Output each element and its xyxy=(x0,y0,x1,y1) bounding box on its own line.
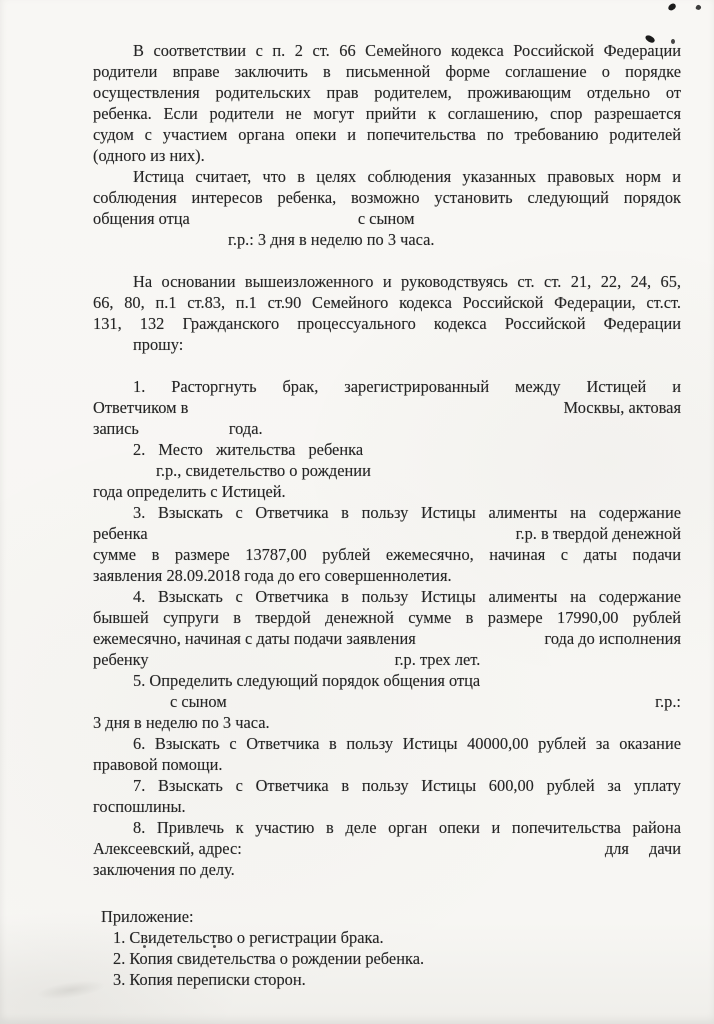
text-line: заявления 28.09.2018 года до его совершеннолетия. xyxy=(93,566,452,585)
text-line-redacted: г.р., свидетельство о рождении xyxy=(156,461,371,480)
text-fragment: общения отца xyxy=(93,209,190,228)
text-line: судом с участием органа опеки и попечительства по требованию родителей xyxy=(93,125,681,144)
request-item-8 xyxy=(93,817,681,880)
text-line: 5. Определить следующий порядок общения отца xyxy=(133,671,481,690)
text-fragment: запись xyxy=(93,419,139,438)
text-line-redacted xyxy=(93,649,681,670)
request-item-2 xyxy=(93,439,681,502)
ink-mark xyxy=(667,3,677,12)
appendix-item: 2. Копия свидетельства о рождении ребенка. xyxy=(113,949,425,968)
text-fragment: для дачи xyxy=(604,839,681,858)
text-line: осуществления родительских прав родителем, проживающим отдельно от xyxy=(93,83,681,102)
text-line-redacted xyxy=(93,418,681,439)
request-item-5 xyxy=(93,670,681,733)
text-line-redacted xyxy=(93,523,681,544)
appendix-section xyxy=(93,906,681,990)
request-item-3 xyxy=(93,502,681,586)
text-fragment: г.р. в твердой денежной xyxy=(515,524,681,543)
text-fragment: года до исполнения xyxy=(544,629,681,648)
text-line-redacted xyxy=(93,397,681,418)
text-line: родители вправе заключить в письменной форме соглашение о порядке xyxy=(93,62,681,81)
paragraph-grounds xyxy=(93,271,681,355)
text-line: 4. Взыскать с Ответчика в пользу Истицы алименты на содержание xyxy=(133,587,681,606)
document-body xyxy=(93,40,681,990)
paragraph-visitation-proposal xyxy=(93,166,681,250)
text-fragment: ребенку xyxy=(93,650,149,669)
text-fragment: года. xyxy=(228,419,263,438)
text-line: ребенка. Если родители не могут прийти к соглашению, спор разрешается xyxy=(93,104,681,123)
text-line: (одного из них). xyxy=(93,146,205,165)
text-line: соблюдения интересов ребенка, возможно установить следующий порядок xyxy=(93,188,681,207)
text-line: На основании вышеизложенного и руководствуясь ст. ст. 21, 22, 24, 65, xyxy=(133,272,681,291)
ink-mark xyxy=(695,4,702,11)
text-fragment: г.р. трех лет. xyxy=(394,650,481,669)
text-line: 66, 80, п.1 ст.83, п.1 ст.90 Семейного кодекса Российской Федерации, ст.ст. xyxy=(93,293,681,312)
text-line: 8. Привлечь к участию в деле орган опеки и попечительства района xyxy=(133,818,681,837)
appendix-item: 3. Копия переписки сторон. xyxy=(113,970,306,989)
text-line: сумме в размере 13787,00 рублей ежемесячно, начиная с даты подачи xyxy=(93,545,681,564)
text-line: прошу: xyxy=(133,335,184,354)
text-line: заключения по делу. xyxy=(93,860,235,879)
text-line: 1. Расторгнуть брак, зарегистрированный между Истицей и xyxy=(133,377,681,396)
appendix-title: Приложение: xyxy=(101,907,194,926)
text-line-redacted xyxy=(93,628,681,649)
text-line: 3. Взыскать с Ответчика в пользу Истицы алименты на содержание xyxy=(133,503,681,522)
text-line-redacted xyxy=(93,208,681,229)
text-line: госпошлины. xyxy=(93,797,186,816)
text-line: года определить с Истицей. xyxy=(93,482,286,501)
request-item-1 xyxy=(93,376,681,439)
request-item-7 xyxy=(93,775,681,817)
appendix-item: 1. Свидетельство о регистрации брака. xyxy=(113,928,384,947)
text-line: бывшей супруги в твердой денежной сумме в размере 17990,00 рублей xyxy=(93,608,681,627)
request-item-4 xyxy=(93,586,681,670)
text-fragment: с сыном xyxy=(170,692,227,711)
text-line: г.р.: 3 дня в неделю по 3 часа. xyxy=(228,230,435,249)
text-line: Истица считает, что в целях соблюдения указанных правовых норм и xyxy=(133,167,681,186)
paragraph-legal-basis xyxy=(93,40,681,166)
text-fragment: ежемесячно, начиная с даты подачи заявления xyxy=(93,629,416,648)
requests-list xyxy=(93,376,681,880)
text-line: В соответствии с п. 2 ст. 66 Семейного кодекса Российской Федерации xyxy=(133,41,681,60)
text-line: 7. Взыскать с Ответчика в пользу Истицы 600,00 рублей за уплату xyxy=(133,776,681,795)
text-fragment: с сыном xyxy=(357,209,415,228)
text-fragment: Ответчиком в xyxy=(93,398,189,417)
text-line-redacted xyxy=(93,838,681,859)
request-item-6 xyxy=(93,733,681,775)
text-fragment: ребенка xyxy=(93,524,148,543)
text-fragment: Алексеевский, адрес: xyxy=(93,839,242,858)
text-line: 3 дня в неделю по 3 часа. xyxy=(93,713,270,732)
text-line: правовой помощи. xyxy=(93,755,223,774)
text-fragment: Москвы, актовая xyxy=(563,398,681,417)
text-line-redacted xyxy=(93,691,681,712)
text-line: 6. Взыскать с Ответчика в пользу Истицы 40000,00 рублей за оказание xyxy=(133,734,681,753)
text-line: 131, 132 Гражданского процессуального кодекса Российской Федерации xyxy=(93,314,681,333)
text-fragment: г.р.: xyxy=(655,692,681,711)
text-line: 2. Место жительства ребенка xyxy=(133,440,364,459)
